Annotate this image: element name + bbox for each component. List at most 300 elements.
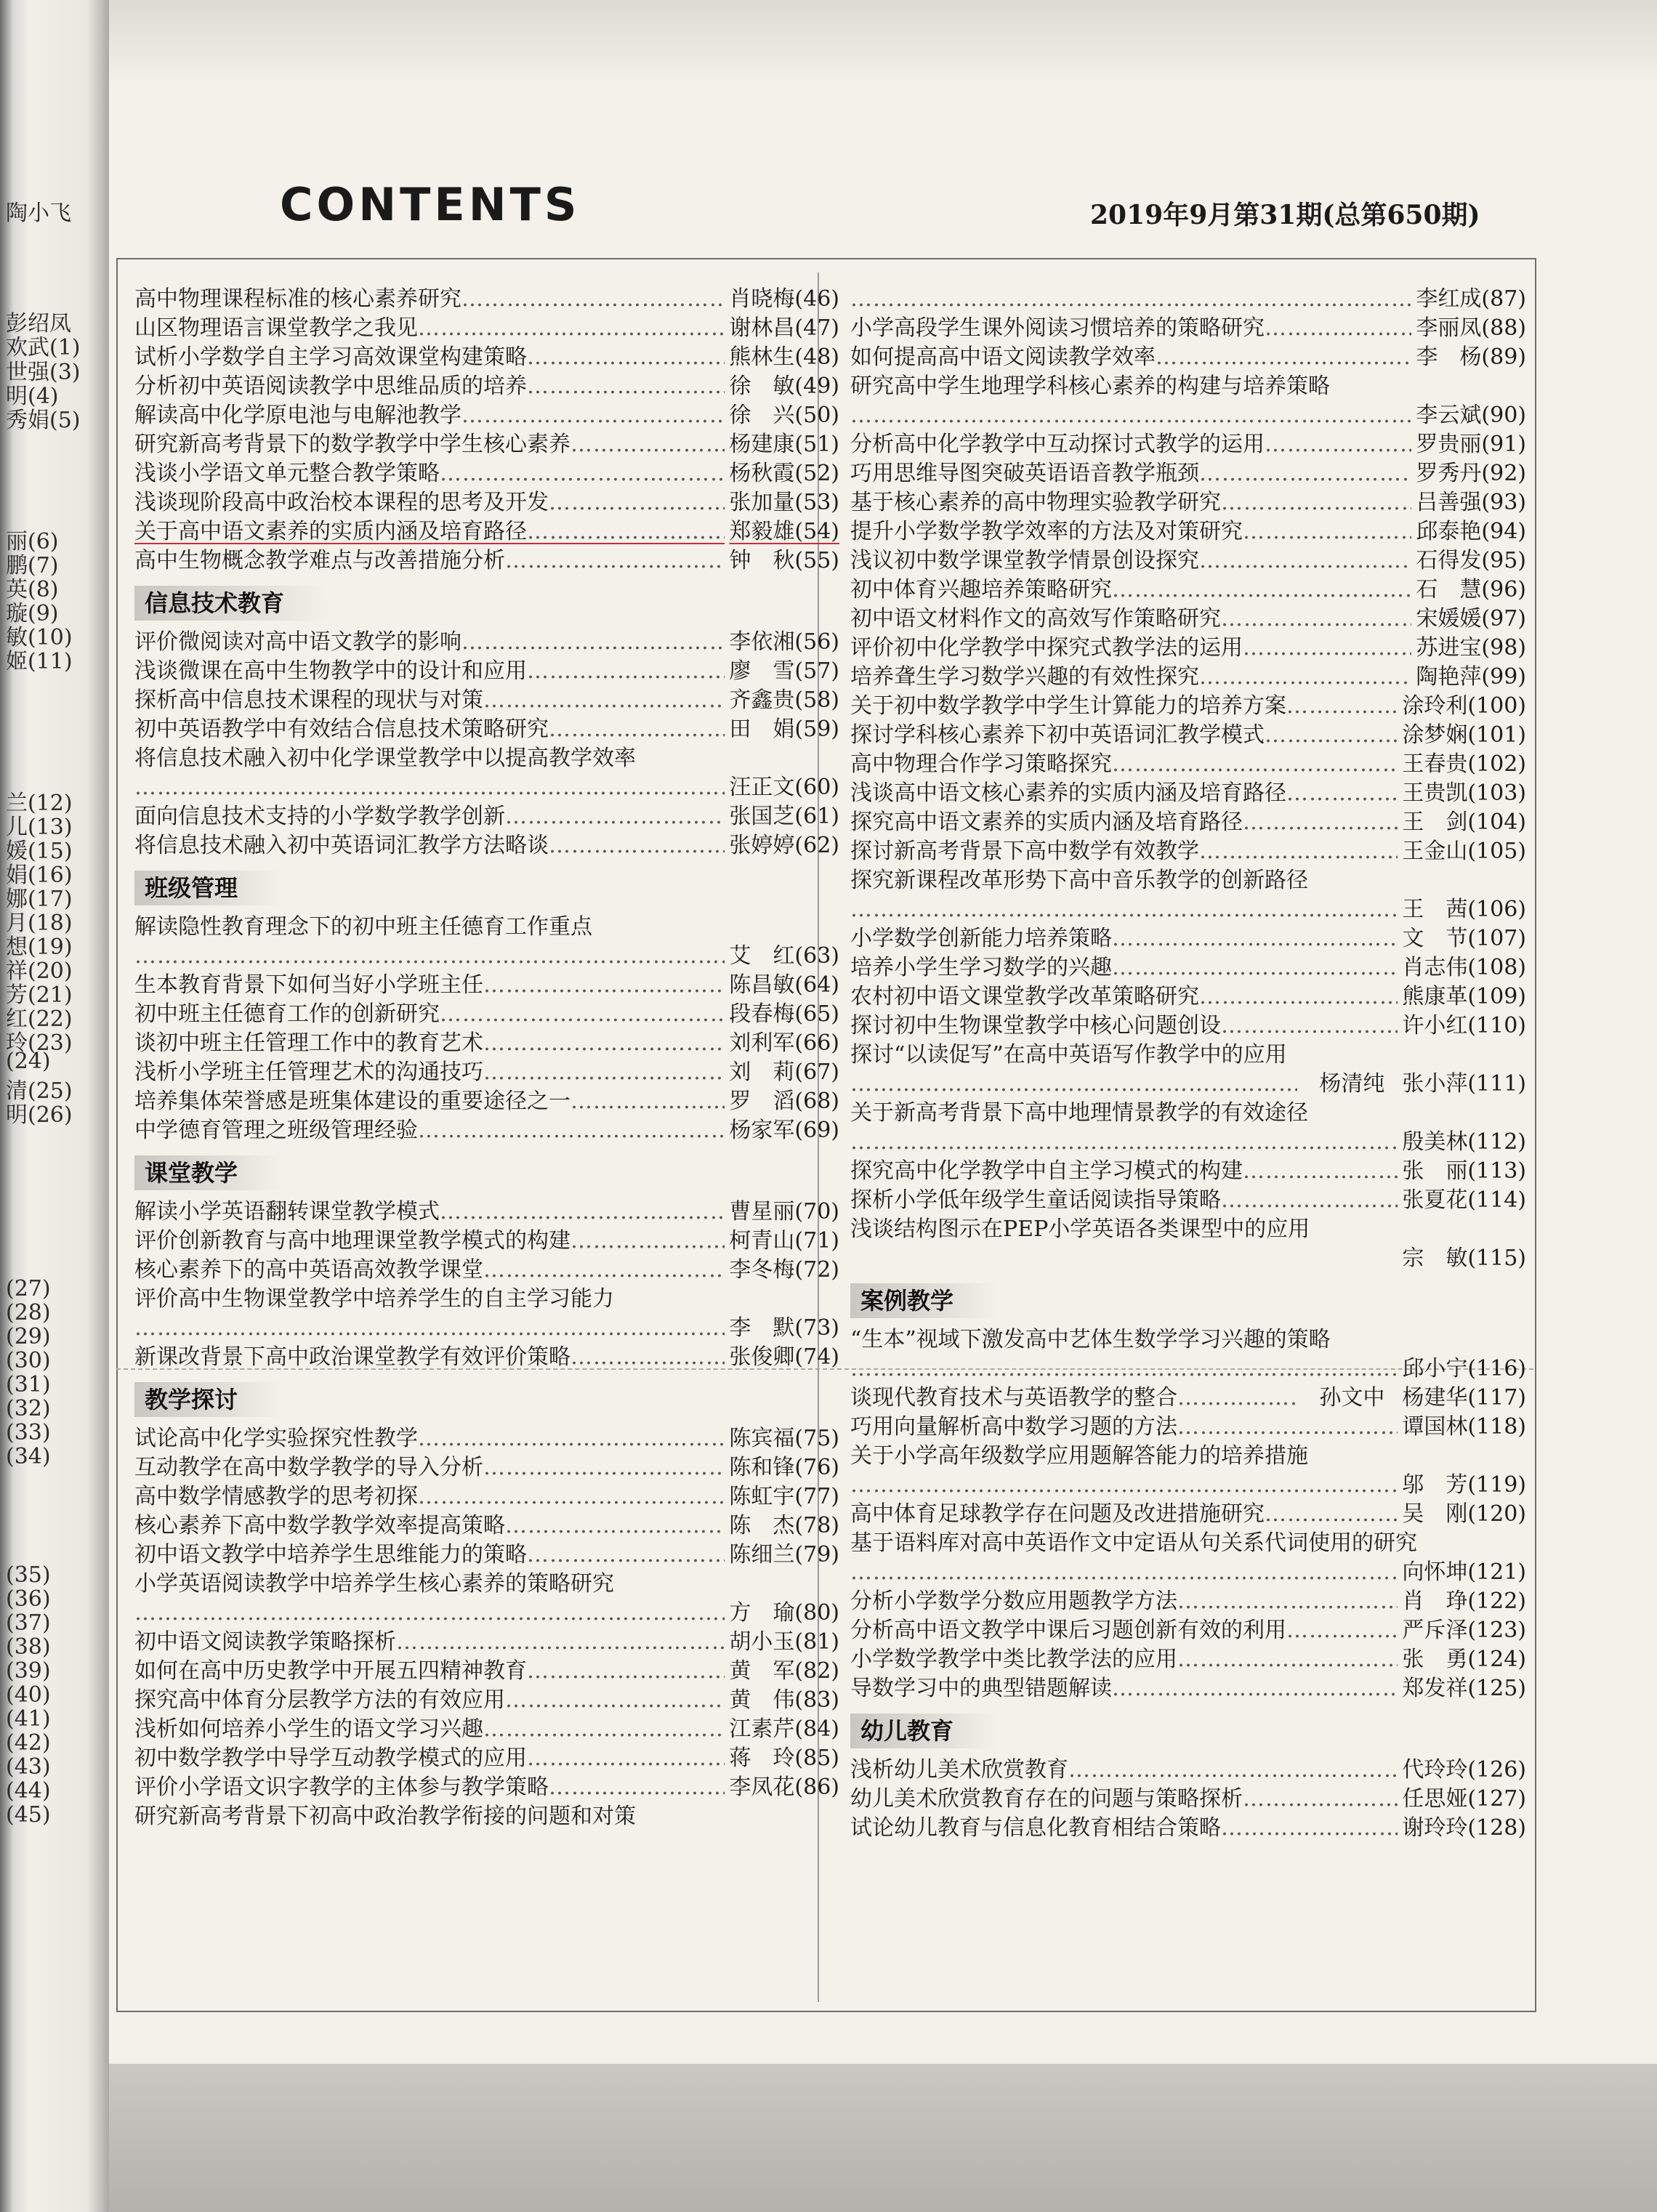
toc-entry[interactable] [134,488,839,517]
entry-page: (125) [1467,1676,1526,1701]
leader-dots [1068,1756,1398,1785]
toc-entry[interactable] [134,1343,839,1372]
leader-dots [527,1657,725,1686]
previous-page-fragment: (24) [6,1049,51,1074]
previous-page-fragment: (39) [6,1658,51,1684]
toc-entry[interactable] [134,1715,839,1744]
toc-entry[interactable] [134,1657,839,1686]
section-header: 案例教学 [850,1283,997,1318]
toc-entry[interactable] [850,924,1526,953]
leader-dots [461,628,725,657]
toc-entry[interactable] [850,663,1526,692]
entry-page: (128) [1467,1815,1526,1841]
entry-title: 关于高中语文素养的实质内涵及培育路径 [134,519,527,544]
entry-page: (51) [794,432,839,457]
previous-page-fragment: 英(8) [6,577,59,602]
leader-dots [1221,1814,1398,1843]
entry-author: 陈虹宇 [729,1484,795,1509]
toc-entry[interactable] [134,1000,839,1029]
toc-entry[interactable] [134,913,839,942]
entry-page: (88) [1481,315,1526,341]
entry-author: 张夏花 [1402,1187,1468,1213]
entry-page: (94) [1481,519,1526,544]
toc-entry[interactable] [134,1058,839,1087]
entry-page: (103) [1467,780,1526,806]
entry-page: (78) [794,1513,839,1538]
entry-page: (54) [794,519,839,544]
toc-entry[interactable] [850,1500,1526,1529]
leader-dots [440,459,725,488]
toc-entry[interactable] [134,343,839,372]
entry-title: 提升小学数学教学效率的方法及对策研究 [850,519,1243,544]
leader-dots [1199,459,1411,488]
entry-page: (85) [794,1745,839,1771]
entry-author: 李 默 [729,1315,795,1341]
entry-author: 蒋 玲 [729,1745,795,1771]
entry-title: 初中英语教学中有效结合信息技术策略研究 [134,717,549,742]
entry-author: 杨建康 [729,432,795,457]
leader-dots [850,1558,1398,1587]
toc-entry[interactable] [134,401,839,430]
leader-dots [1286,1616,1398,1645]
previous-page-fragment: (30) [6,1348,51,1373]
toc-entry[interactable] [134,1424,839,1453]
entry-author: 齐鑫贵 [729,687,795,713]
entry-title: 巧用向量解析高中数学习题的方法 [850,1414,1177,1440]
entry-author: 钟 秋 [729,548,795,573]
toc-entry[interactable] [850,1041,1526,1070]
entry-title: 初中语文材料作文的高效写作策略研究 [850,606,1221,631]
toc-entry[interactable] [134,430,839,459]
entry-title: 核心素养下的高中英语高效教学课堂 [134,1257,483,1283]
entry-author: 曹星丽 [729,1199,795,1224]
entry-page: (68) [794,1089,839,1114]
entry-author: 张俊卿 [729,1344,795,1370]
toc-entry[interactable] [134,1116,839,1145]
entry-page: (83) [794,1687,839,1713]
toc-entry[interactable] [134,1686,839,1715]
entry-title: 关于新高考背景下高中地理情景教学的有效途径 [850,1100,1308,1126]
toc-entry[interactable] [850,1186,1526,1215]
leader-dots [483,1715,725,1744]
entry-title: 面向信息技术支持的小学数学教学创新 [134,804,505,829]
toc-entry[interactable] [850,488,1526,517]
leader-dots [527,517,725,546]
previous-page-fragment: (28) [6,1300,51,1325]
leader-dots [483,1256,725,1285]
entry-author: 陈细兰 [729,1542,795,1567]
entry-title: 将信息技术融入初中化学课堂教学中以提高教学效率 [134,746,636,771]
toc-entry[interactable] [850,721,1526,750]
toc-entry[interactable] [850,1587,1526,1616]
entry-author: 熊林生 [729,344,795,370]
toc-entry[interactable] [850,372,1526,401]
entry-title: 浅谈微课在高中生物教学中的设计和应用 [134,658,527,684]
entry-title: 高中物理合作学习策略探究 [850,751,1112,777]
entry-page: (55) [794,548,839,573]
leader-dots [1112,924,1398,953]
toc-entry[interactable] [850,314,1526,343]
toc-entry[interactable] [134,744,839,773]
entry-author: 谢林昌 [729,315,795,341]
leader-dots [1286,779,1398,808]
leader-dots [1265,430,1411,459]
leader-dots [571,430,725,459]
entry-title: 如何在高中历史教学中开展五四精神教育 [134,1658,527,1684]
toc-entry[interactable] [850,692,1526,721]
entry-author: 王贵凯 [1402,780,1468,806]
entry-author: 张加量 [729,490,795,515]
entry-title: 探析小学低年级学生童话阅读指导策略 [850,1187,1221,1213]
entry-page: (92) [1481,461,1526,486]
toc-entry[interactable] [134,971,839,1000]
leader-dots [1265,721,1398,750]
leader-dots [1286,692,1398,721]
leader-dots [571,1343,725,1372]
previous-page-strip [0,116,109,2078]
toc-entry[interactable] [850,779,1526,808]
previous-page-fragment: 璇(9) [6,601,59,626]
leader-dots [1221,488,1411,517]
toc-entry-continuation [850,1558,1526,1587]
entry-title: 高中物理课程标准的核心素养研究 [134,286,461,312]
entry-author: 陶艳萍 [1416,664,1482,690]
toc-entry[interactable] [850,1674,1526,1703]
section-header: 课堂教学 [134,1155,281,1190]
toc-entry[interactable] [134,802,839,831]
entry-author: 吴 刚 [1402,1501,1468,1527]
entry-author: 刘 莉 [729,1059,795,1085]
entry-title: 山区物理语言课堂教学之我见 [134,315,418,341]
toc-entry[interactable] [850,1814,1526,1843]
toc-entry[interactable] [850,1215,1526,1244]
previous-page-fragment: (41) [6,1706,51,1732]
entry-page: (60) [794,775,839,800]
entry-author: 田 娟 [729,717,795,742]
entry-title: 探讨新高考背景下高中数学有效教学 [850,839,1199,864]
entry-title: 谈初中班主任管理工作中的教育艺术 [134,1030,483,1056]
leader-dots [440,1198,725,1227]
issue-label: 2019年9月第31期(总第650期) [1090,200,1480,230]
toc-entry[interactable] [134,1087,839,1116]
entry-page: (70) [794,1199,839,1224]
entry-title: 高中体育足球教学存在问题及改进措施研究 [850,1501,1265,1527]
entry-author: 许小红 [1402,1013,1468,1038]
section-header-row [134,860,839,913]
toc-entry[interactable] [850,1616,1526,1645]
toc-entry[interactable] [134,686,839,715]
entry-title: 培养集体荣誉感是班集体建设的重要途径之一 [134,1089,571,1114]
previous-page-fragment: (31) [6,1372,51,1397]
leader-dots [1199,982,1398,1012]
toc-entry[interactable] [134,1198,839,1227]
entry-page: (127) [1467,1786,1526,1812]
leader-dots [1199,546,1411,576]
entry-title: 初中体育兴趣培养策略研究 [850,577,1112,602]
toc-entry[interactable] [850,430,1526,459]
entry-author: 杨家军 [729,1118,795,1143]
toc-entry[interactable] [134,628,839,657]
previous-page-fragment: 欢武(1) [6,335,81,360]
leader-dots [527,1541,725,1570]
leader-dots [505,1511,725,1541]
entry-title: 小学英语阅读教学中培养学生核心素养的策略研究 [134,1571,614,1597]
section-header-row [850,1703,1526,1756]
toc-entry[interactable] [134,1482,839,1511]
toc-entry[interactable] [850,1529,1526,1558]
entry-page: (52) [794,461,839,486]
entry-page: (120) [1467,1501,1526,1527]
entry-title: 解读隐性教育理念下的初中班主任德育工作重点 [134,914,592,940]
leader-dots [134,942,725,971]
toc-entry[interactable] [134,715,839,744]
entry-author: 陈和锋 [729,1455,795,1480]
entry-title: 小学数学创新能力培养策略 [850,926,1112,951]
entry-author: 严斥泽 [1402,1618,1468,1643]
entry-title: 探究高中体育分层教学方法的有效应用 [134,1687,505,1713]
toc-entry[interactable] [850,576,1526,605]
entry-title: 互动教学在高中数学教学的导入分析 [134,1455,483,1480]
entry-page: (87) [1481,286,1526,312]
entry-page: (80) [794,1600,839,1626]
entry-author: 王金山 [1402,839,1468,864]
leader-dots [571,1227,725,1256]
previous-page-fragment: 儿(13) [6,815,73,840]
entry-author: 柯青山 [729,1228,795,1254]
toc-entry[interactable] [850,1157,1526,1186]
entry-title: 分析小学数学分数应用题教学方法 [850,1589,1177,1614]
toc-entry[interactable] [850,866,1526,895]
toc-entry[interactable] [850,1756,1526,1785]
entry-page: (91) [1481,432,1526,457]
entry-title: 基于语料库对高中英语作文中定语从句关系代词使用的研究 [850,1530,1417,1556]
entry-coauthor: 孙文中 [1319,1385,1385,1410]
toc-entry-continuation [850,1244,1526,1273]
entry-title: 浅析幼儿美术欣赏教育 [850,1757,1068,1783]
entry-author: 苏进宝 [1416,635,1482,661]
entry-page: (47) [794,315,839,341]
toc-entry[interactable] [850,837,1526,866]
toc-entry[interactable] [850,982,1526,1012]
toc-entry[interactable] [134,1802,839,1831]
entry-author: 杨秋霞 [729,461,795,486]
toc-entry[interactable] [850,1645,1526,1674]
entry-title: 探究高中化学教学中自主学习模式的构建 [850,1158,1243,1184]
entry-author: 艾 红 [729,943,795,969]
toc-entry[interactable] [134,1744,839,1773]
section-header: 信息技术教育 [134,586,328,621]
entry-title: 农村初中语文课堂教学改革策略研究 [850,984,1199,1009]
entry-page: (114) [1467,1187,1526,1213]
toc-entry[interactable] [134,546,839,576]
leader-dots [1177,1384,1297,1413]
entry-author: 张婷婷 [729,833,795,858]
toc-entry[interactable] [134,1029,839,1058]
toc-entry[interactable] [134,1227,839,1256]
previous-page-fragment: 兰(12) [6,791,73,816]
leader-dots [1243,517,1411,546]
entry-page: (79) [794,1542,839,1567]
entry-page: (59) [794,717,839,742]
toc-entry[interactable] [850,285,1526,314]
entry-author: 文 节 [1402,926,1468,951]
previous-page-fragment: 娟(16) [6,863,73,888]
entry-author: 王 剑 [1402,810,1468,835]
entry-page: (115) [1467,1246,1526,1271]
leader-dots [850,401,1411,430]
toc-entry-highlighted[interactable] [134,517,839,546]
entry-page: (111) [1467,1071,1526,1097]
toc-entry[interactable] [134,459,839,488]
entry-title: 培养小学生学习数学的兴趣 [850,955,1112,980]
entry-page: (65) [794,1001,839,1027]
entry-author: 胡小玉 [729,1629,795,1655]
entry-page: (96) [1481,577,1526,602]
previous-page-fragment: 玲(23) [6,1030,73,1056]
entry-author: 张 勇 [1402,1647,1468,1672]
previous-page-fragment: (42) [6,1730,51,1756]
toc-entry[interactable] [850,953,1526,982]
previous-page-fragment: (40) [6,1682,51,1708]
previous-page-fragment: (34) [6,1444,51,1469]
toc-entry[interactable] [850,517,1526,546]
toc-entry[interactable] [134,1511,839,1541]
toc-entry-continuation [850,1070,1526,1099]
entry-author: 廖 雪 [729,658,795,684]
toc-entry[interactable] [850,1099,1526,1128]
toc-entry-continuation [134,773,839,802]
toc-entry[interactable] [134,372,839,401]
entry-author: 张 丽 [1402,1158,1468,1184]
leader-dots [850,1471,1398,1500]
entry-title: 浅议初中数学课堂教学情景创设探究 [850,548,1199,573]
toc-entry[interactable] [850,1384,1526,1413]
toc-entry[interactable] [850,605,1526,634]
entry-title: 高中数学情感教学的思考初探 [134,1484,418,1509]
entry-page: (95) [1481,548,1526,573]
section-header-row [134,576,839,628]
leader-dots [1112,576,1411,605]
entry-page: (63) [794,943,839,969]
toc-entry[interactable] [850,1325,1526,1355]
leader-dots [134,1599,725,1628]
toc-entry[interactable] [134,1628,839,1657]
toc-entry[interactable] [850,750,1526,779]
entry-page: (118) [1467,1414,1526,1440]
entry-author: 江素芹 [729,1716,795,1742]
toc-entry[interactable] [134,1570,839,1599]
toc-entry[interactable] [134,285,839,314]
toc-entry[interactable] [134,314,839,343]
entry-page: (100) [1467,693,1526,719]
leader-dots [505,802,725,831]
entry-author: 涂玲利 [1402,693,1468,719]
leader-dots [505,1686,725,1715]
toc-entry[interactable] [850,343,1526,372]
entry-title: 生本教育背景下如何当好小学班主任 [134,972,483,998]
leader-dots [461,401,725,430]
leader-dots [549,1773,725,1802]
toc-entry[interactable] [850,1442,1526,1471]
entry-title: 探究高中语文素养的实质内涵及培育路径 [850,810,1243,835]
toc-entry-continuation [850,401,1526,430]
leader-dots [396,1628,725,1657]
entry-title: 探究新课程改革形势下高中音乐教学的创新路径 [850,868,1308,893]
leader-dots [1199,663,1411,692]
previous-page-fragment: 秀娟(5) [6,408,81,433]
previous-page-fragment: 红(22) [6,1006,73,1032]
entry-author: 宋媛媛 [1416,606,1482,631]
entry-page: (106) [1467,897,1526,922]
left-column [134,285,839,1831]
toc-entry-continuation [850,1471,1526,1500]
toc-entry[interactable] [134,1285,839,1314]
toc-entry[interactable] [850,808,1526,837]
entry-author: 徐 敏 [729,374,795,399]
previous-page-fragment: 明(4) [6,384,59,409]
toc-entry[interactable] [850,1413,1526,1442]
toc-entry[interactable] [850,634,1526,663]
entry-title: 试论幼儿教育与信息化教育相结合策略 [850,1815,1221,1841]
entry-title: 分析高中语文教学中课后习题创新有效的利用 [850,1618,1286,1643]
entry-author: 肖晓梅 [729,286,795,312]
leader-dots [483,971,725,1000]
toc-entry[interactable] [134,1256,839,1285]
toc-entry[interactable] [134,831,839,860]
section-header: 教学探讨 [134,1382,281,1417]
toc-entry-continuation [850,895,1526,924]
entry-title: 探讨初中生物课堂教学中核心问题创设 [850,1013,1221,1038]
entry-title: 评价初中化学教学中探究式教学法的运用 [850,635,1243,661]
toc-entry-continuation [134,1599,839,1628]
toc-entry[interactable] [850,546,1526,576]
entry-page: (71) [794,1228,839,1254]
entry-author: 李依湘 [729,629,795,655]
entry-title: 探讨学科核心素养下初中英语词汇教学模式 [850,722,1265,748]
entry-author: 刘利军 [729,1030,795,1056]
toc-entry[interactable] [850,1785,1526,1814]
entry-title: 幼儿美术欣赏教育存在的问题与策略探析 [850,1786,1243,1812]
entry-title: 评价微阅读对高中语文教学的影响 [134,629,461,655]
toc-entry[interactable] [850,1012,1526,1041]
leader-dots [850,1355,1398,1384]
toc-entry[interactable] [134,1541,839,1570]
entry-author: 谭国林 [1402,1414,1468,1440]
previous-page-fragment: 陶小飞 [6,201,71,226]
toc-entry[interactable] [134,1773,839,1802]
toc-entry[interactable] [134,657,839,686]
previous-page-fragment: (36) [6,1586,51,1612]
previous-page-fragment: 芳(21) [6,982,73,1008]
entry-author: 罗秀丹 [1416,461,1482,486]
previous-page-fragment: 月(18) [6,911,73,936]
entry-title: 浅谈高中语文核心素养的实质内涵及培育路径 [850,780,1286,806]
toc-entry[interactable] [134,1453,839,1482]
entry-author: 向怀坤 [1402,1559,1468,1585]
entry-page: (53) [794,490,839,515]
entry-author: 黄 军 [729,1658,795,1684]
toc-entry[interactable] [850,459,1526,488]
entry-page: (66) [794,1030,839,1056]
entry-title: 浅析如何培养小学生的语文学习兴趣 [134,1716,483,1742]
entry-title: 小学数学教学中类比教学法的应用 [850,1647,1177,1672]
entry-title: 探析高中信息技术课程的现状与对策 [134,687,483,713]
leader-dots [1265,1500,1398,1529]
entry-page: (104) [1467,810,1526,835]
entry-author: 李红成 [1416,286,1482,312]
entry-author: 李丽凤 [1416,315,1482,341]
previous-page-fragment: 丽(6) [6,529,59,554]
